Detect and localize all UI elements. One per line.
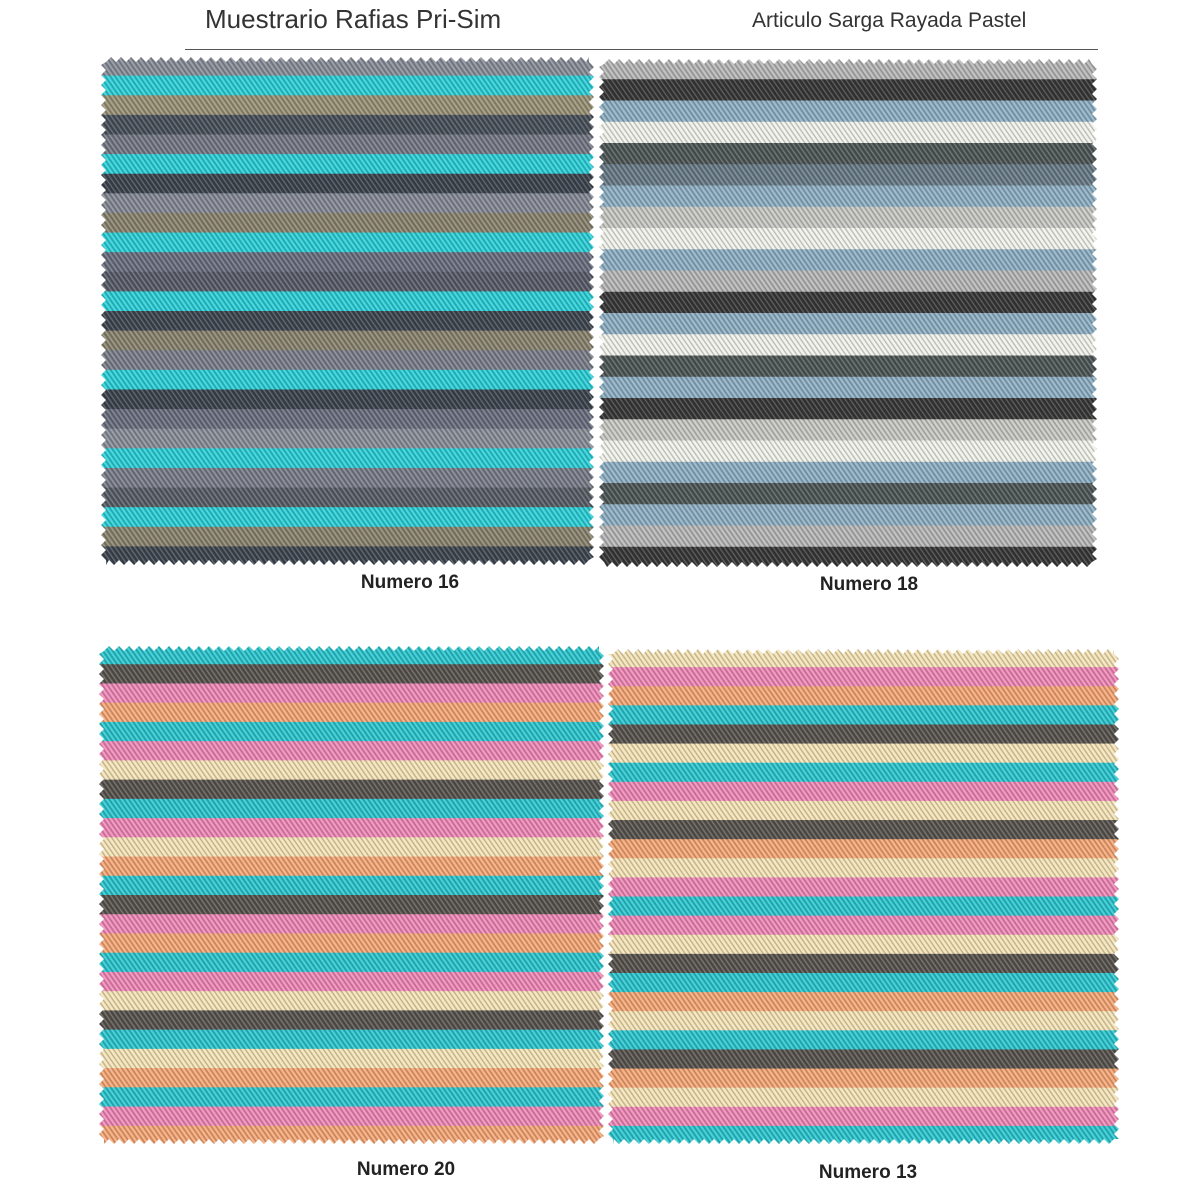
swatch-label-numero-16: Numero 16	[360, 572, 460, 593]
swatch-label-numero-20: Numero 20	[356, 1159, 456, 1180]
twill-texture	[598, 58, 1098, 568]
fabric-swatch-numero-16	[100, 56, 595, 566]
twill-texture	[98, 645, 605, 1145]
fabric-swatch-numero-18	[598, 58, 1098, 568]
header-divider	[185, 49, 1098, 50]
twill-texture	[607, 648, 1120, 1145]
swatch-label-numero-18: Numero 18	[819, 574, 919, 595]
fabric-swatch-numero-20	[98, 645, 605, 1145]
page-subtitle: Articulo Sarga Rayada Pastel	[752, 9, 1027, 32]
page-title: Muestrario Rafias Pri-Sim	[205, 4, 502, 34]
fabric-swatch-numero-13	[607, 648, 1120, 1145]
swatch-label-numero-13: Numero 13	[818, 1162, 918, 1183]
twill-texture	[100, 56, 595, 566]
